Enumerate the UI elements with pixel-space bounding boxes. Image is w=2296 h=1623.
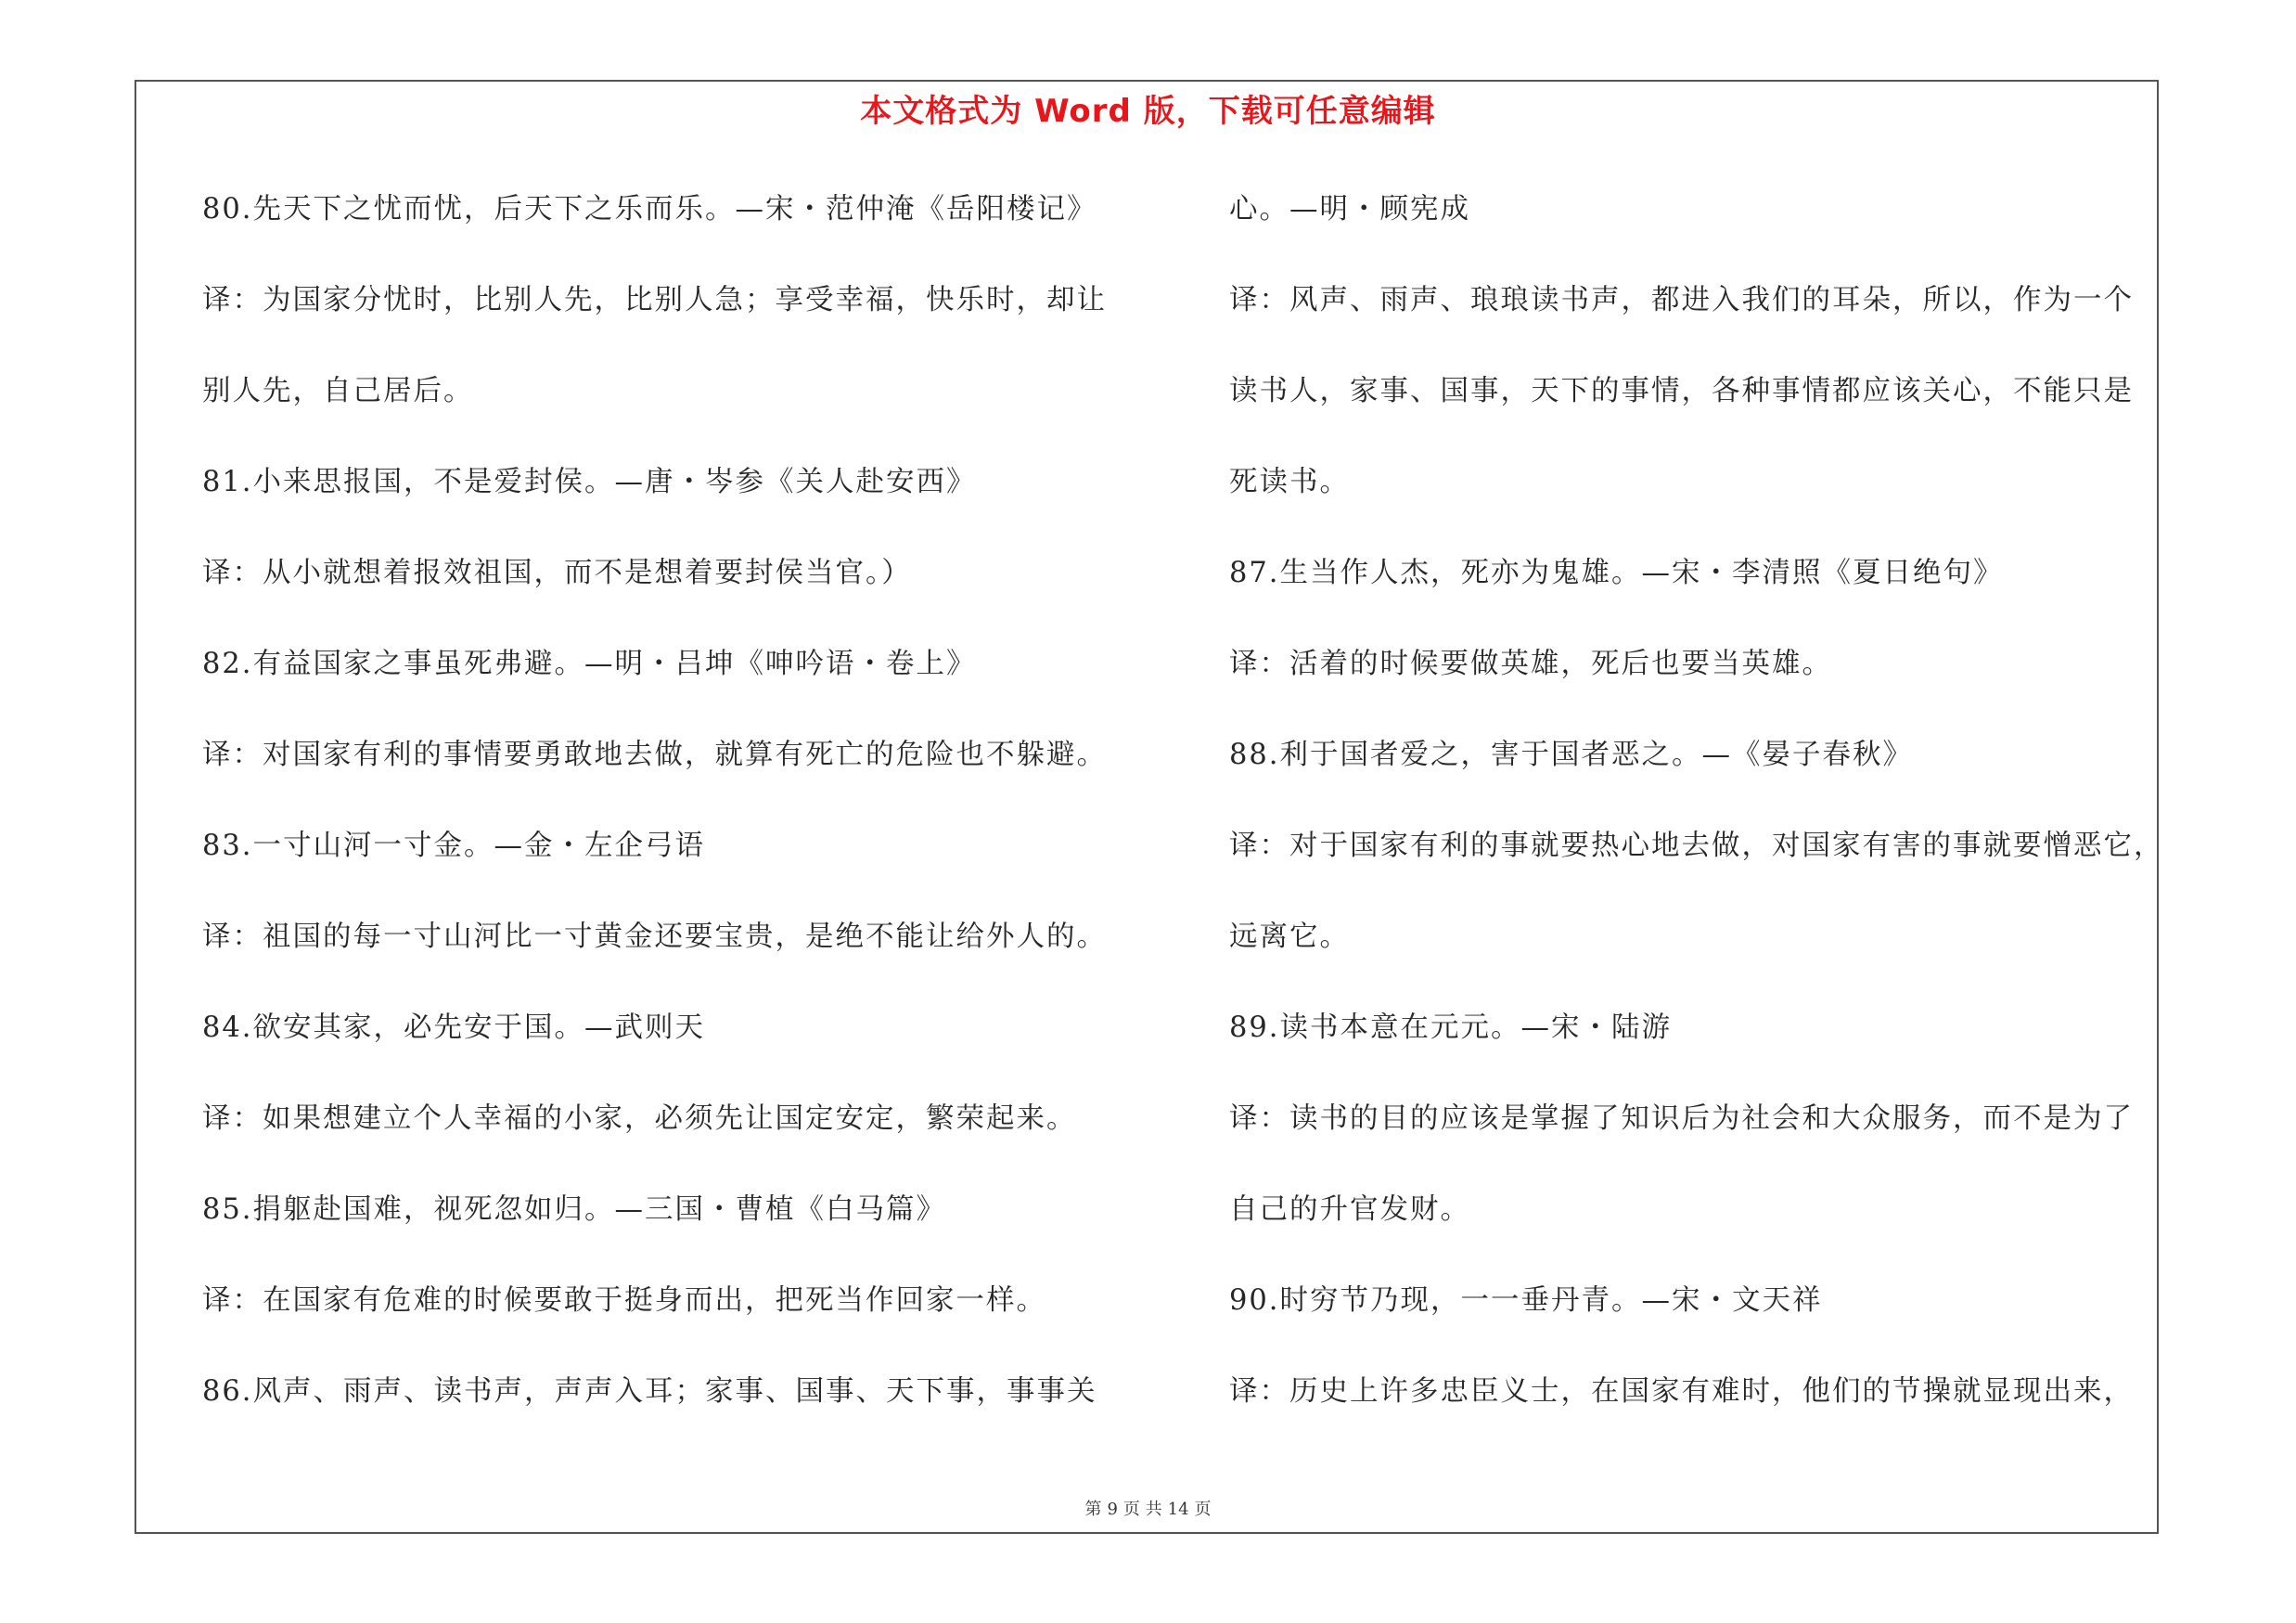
text-line: 译：从小就想着报效祖国，而不是想着要封侯当官。） <box>202 557 912 589</box>
text-line: 别人先，自己居后。 <box>202 375 474 407</box>
text-line: 译：读书的目的应该是掌握了知识后为社会和大众服务，而不是为了 <box>1229 1102 2134 1135</box>
footer-middle: 页 共 <box>1122 1500 1162 1519</box>
text-line: 译：如果想建立个人幸福的小家，必须先让国定安定，繁荣起来。 <box>202 1102 1077 1135</box>
text-line: 88.利于国者爱之，害于国者恶之。—《晏子春秋》 <box>1229 739 1914 771</box>
left-text-column <box>202 182 1167 1455</box>
text-line: 译：活着的时候要做英雄，死后也要当英雄。 <box>1229 648 1832 680</box>
text-line: 译：风声、雨声、琅琅读书声，都进入我们的耳朵，所以，作为一个 <box>1229 284 2134 316</box>
text-line: 81.小来思报国，不是爱封侯。—唐・岑参《关人赴安西》 <box>202 466 977 498</box>
text-line: 死读书。 <box>1229 466 1350 498</box>
text-line: 译：为国家分忧时，比别人先，比别人急；享受幸福，快乐时，却让 <box>202 284 1107 316</box>
footer-suffix: 页 <box>1194 1500 1212 1519</box>
text-line: 自己的升官发财。 <box>1229 1193 1470 1226</box>
text-line: 读书人，家事、国事，天下的事情，各种事情都应该关心，不能只是 <box>1229 375 2134 407</box>
text-line: 83.一寸山河一寸金。—金・左企弓语 <box>202 830 706 862</box>
right-text-column <box>1229 182 2164 1455</box>
text-line: 84.欲安其家，必先安于国。—武则天 <box>202 1011 706 1044</box>
text-line: 译：对于国家有利的事就要热心地去做，对国家有害的事就要憎恶它， <box>1229 830 2164 862</box>
page-number-footer <box>0 1496 2296 1520</box>
footer-prefix: 第 <box>1084 1500 1102 1519</box>
text-line: 89.读书本意在元元。—宋・陆游 <box>1229 1011 1673 1044</box>
text-line: 87.生当作人杰，死亦为鬼雄。—宋・李清照《夏日绝句》 <box>1229 557 2004 589</box>
text-line: 远离它。 <box>1229 921 1350 953</box>
text-line: 译：在国家有危难的时候要敢于挺身而出，把死当作回家一样。 <box>202 1284 1046 1317</box>
text-line: 86.风声、雨声、读书声，声声入耳；家事、国事、天下事，事事关 <box>202 1375 1097 1408</box>
current-page-number: 9 <box>1107 1500 1118 1519</box>
text-line: 82.有益国家之事虽死弗避。—明・吕坤《呻吟语・卷上》 <box>202 648 977 680</box>
text-line: 译：祖国的每一寸山河比一寸黄金还要宝贵，是绝不能让给外人的。 <box>202 921 1107 953</box>
text-line: 80.先天下之忧而忧，后天下之乐而乐。—宋・范仲淹《岳阳楼记》 <box>202 193 1097 225</box>
text-line: 85.捐躯赴国难，视死忽如归。—三国・曹植《白马篇》 <box>202 1193 947 1226</box>
word-format-banner: 本文格式为 Word 版，下载可任意编辑 <box>860 93 1436 130</box>
text-line: 译：对国家有利的事情要勇敢地去做，就算有死亡的危险也不躲避。 <box>202 739 1107 771</box>
text-line: 心。—明・顾宪成 <box>1229 193 1470 225</box>
text-line: 90.时穷节乃现，一一垂丹青。—宋・文天祥 <box>1229 1284 1823 1317</box>
total-page-count: 14 <box>1167 1500 1189 1519</box>
text-line: 译：历史上许多忠臣义士，在国家有难时，他们的节操就显现出来， <box>1229 1375 2134 1408</box>
